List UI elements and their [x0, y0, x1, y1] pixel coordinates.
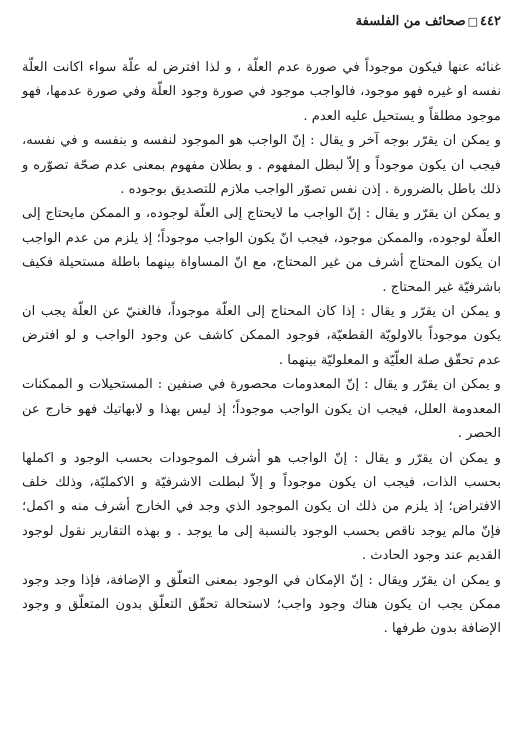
paragraph-6: و يمكن ان يقرّر و يقال : إنّ الواجب هو أشرف الموجودات بحسب الوجود و اكملها بحسب الذات، فيجب ان يكون موجوداً و إلاّ لبطلت الاشرفيّة و الاكمليّة، وذلك خلف الافتراض؛ إذ يلزم من ذلك ان يكون الموجود الذي وجد في الخارج أشرف منه و اكمل؛ فإنّ مالم يوجد ناقص بحسب الوجود بالنسبة إلى ما يوجد . و بهذه التقارير نقول لوجود القديم عند وجود الحادث . [22, 450, 501, 564]
page-header [22, 14, 501, 34]
header-separator-icon: □ [467, 15, 479, 28]
running-title: صحائف من الفلسفة [355, 14, 466, 29]
page-number: ٤٤٢ [480, 14, 501, 29]
paragraph-5: و يمكن ان يقرّر و يقال : إنّ المعدومات محصورة في صنفين : المستحيلات و الممكنات المعدومة العلل، فيجب ان يكون الواجب موجوداً؛ إذ ليس بهذا و لابهاتيك فهو خارج عن الحصر . [22, 377, 501, 442]
paragraph-3: و يمكن ان يقرّر و يقال : إنّ الواجب ما لايحتاج إلى العلّة لوجوده، و الممكن مايحتاج إلى العلّة لوجوده، والممكن موجود، فيجب انّ يكون الواجب موجوداً؛ إذ يلزم من عدم الواجب ان يكون المحتاج أشرف من غير المحتاج، مع انّ المساواة بينهما باطلة مستحيلة فكيف باشرفيّة غير المحتاج . [22, 206, 501, 295]
body-text [22, 56, 501, 642]
paragraph-4: و يمكن ان يقرّر و يقال : إذا كان المحتاج إلى العلّة موجوداً، فالغنيّ عن العلّة يجب ان يكون موجوداً بالاولويّة القطعيّة، فوجود الممكن كاشف عن وجود الواجب و لو افترض عدم تحقّق صلة العلّيّة و المعلوليّة بينهما . [22, 304, 501, 368]
paragraph-2: و يمكن ان يقرّر بوجه آخر و يقال : إنّ الواجب هو الموجود لنفسه و بنفسه و في نفسه، فيجب ان يكون موجوداً و إلاّ لبطل المفهوم . و بطلان مفهوم بمعنى عدم صحّة تصوّره و ذلك باطل بالضرورة . إذن نفس تصوّر الواجب ملازم للتصديق بوجوده . [22, 133, 501, 198]
paragraph-7: و يمكن ان يقرّر ويقال : إنّ الإمكان في الوجود بمعنى التعلّق و الإضافة، فإذا وجد وجود ممكن يجب ان يكون هناك وجود واجب؛ لاستحالة تحقّق التعلّق بدون المتعلّق و وجود الإضافة بدون طرفها . [22, 572, 501, 637]
paragraph-1: غنائه عنها فيكون موجوداً في صورة عدم العلّة ، و لذا افترض له علّة سواء اكانت العلّة نفسه او غيره فهو موجود، فالواجب موجود في صورة وجود العلّة وفي صورة عدمها، فهو موجود مطلقاً و يستحيل عليه العدم . [22, 60, 501, 124]
document-page [22, 0, 501, 731]
